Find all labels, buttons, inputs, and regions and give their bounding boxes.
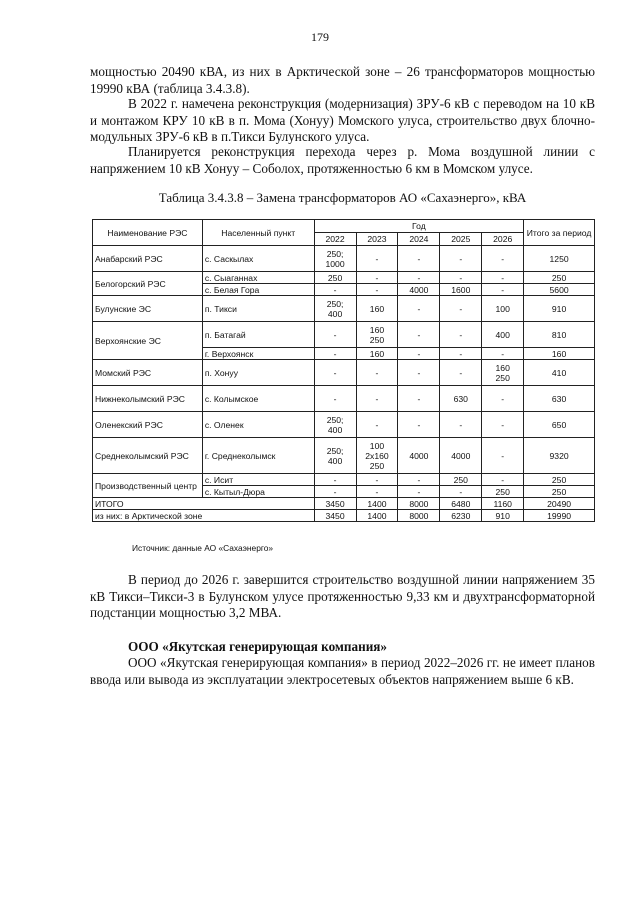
header-year: 2026 [482,233,524,246]
year-value-cell: 4000 [398,284,440,296]
year-value-cell: 250; 400 [314,412,356,438]
summary-value-cell: 20490 [524,498,595,510]
year-value-cell: 250 [440,474,482,486]
year-value-cell: 100 2х160 250 [356,438,398,474]
year-value-cell: 250; 400 [314,296,356,322]
year-value-cell: - [356,284,398,296]
res-name-cell: Анабарский РЭС [93,246,203,272]
header-settlement: Населенный пункт [202,220,314,246]
year-value-cell: 4000 [440,438,482,474]
year-value-cell: - [356,246,398,272]
total-cell: 250 [524,486,595,498]
table-row [93,322,595,348]
paragraph-after-table: В период до 2026 г. завершится строительство воздушной линии напряжением 35 кВ Тикси–Тикси-3 в Булунском улусе протяженностью 9,33 км и двухтрансформаторной подстанции мощностью 3,2 МВА. [90,572,595,620]
table-source: Источник: данные АО «Сахаэнерго» [132,543,274,553]
summary-value-cell: 3450 [314,498,356,510]
year-value-cell: - [356,360,398,386]
total-cell: 810 [524,322,595,348]
year-value-cell: - [482,348,524,360]
year-value-cell: - [314,322,356,348]
summary-row [93,510,595,522]
settlement-cell: с. Сыаганнах [202,272,314,284]
total-cell: 910 [524,296,595,322]
settlement-cell: с. Саскылах [202,246,314,272]
table-row [93,412,595,438]
year-value-cell: - [482,412,524,438]
total-cell: 250 [524,272,595,284]
summary-row [93,498,595,510]
year-value-cell: - [398,246,440,272]
res-name-cell: Белогорский РЭС [93,272,203,296]
year-value-cell: 250; 1000 [314,246,356,272]
year-value-cell: 250 [314,272,356,284]
res-name-cell: Производственный центр [93,474,203,498]
total-cell: 1250 [524,246,595,272]
year-value-cell: - [398,360,440,386]
year-value-cell: - [482,246,524,272]
res-name-cell: Оленекский РЭС [93,412,203,438]
year-value-cell: - [314,284,356,296]
res-name-cell: Верхоянские ЭС [93,322,203,360]
settlement-cell: с. Колымское [202,386,314,412]
total-cell: 650 [524,412,595,438]
year-value-cell: - [440,360,482,386]
table-row [93,474,595,486]
header-total-period: Итого за период [524,220,595,246]
year-value-cell: - [314,360,356,386]
summary-value-cell: 8000 [398,510,440,522]
table-row [93,386,595,412]
year-value-cell: - [356,272,398,284]
res-name-cell: Момский РЭС [93,360,203,386]
year-value-cell: - [356,412,398,438]
year-value-cell: - [356,486,398,498]
year-value-cell: - [398,348,440,360]
paragraph-1: мощностью 20490 кВА, из них в Арктической зоне – 26 трансформаторов мощностью 19990 кВА (таблица 3.4.3.8). [90,64,595,96]
year-value-cell: - [440,246,482,272]
year-value-cell: - [356,474,398,486]
settlement-cell: г. Среднеколымск [202,438,314,474]
table-row [93,246,595,272]
summary-label-cell: из них: в Арктической зоне [93,510,315,522]
summary-value-cell: 1400 [356,510,398,522]
settlement-cell: п. Батагай [202,322,314,348]
year-value-cell: - [440,486,482,498]
paragraph-2: В 2022 г. намечена реконструкция (модернизация) ЗРУ-6 кВ с переводом на 10 кВ и монтажом КРУ 10 кВ в п. Мома (Хонуу) Момского улуса, строительство двух блочно-модульных ЗРУ-6 кВ в п.Тикси Булунского улуса. [90,96,595,144]
year-value-cell: 160 [356,296,398,322]
summary-value-cell: 6230 [440,510,482,522]
year-value-cell: - [398,486,440,498]
settlement-cell: г. Верхоянск [202,348,314,360]
year-value-cell: 250 [482,486,524,498]
year-value-cell: - [356,386,398,412]
total-cell: 410 [524,360,595,386]
settlement-cell: с. Кытыл-Дюра [202,486,314,498]
summary-label-cell: ИТОГО [93,498,315,510]
total-cell: 5600 [524,284,595,296]
summary-value-cell: 1160 [482,498,524,510]
header-year: 2022 [314,233,356,246]
year-value-cell: 1600 [440,284,482,296]
year-value-cell: - [440,348,482,360]
total-cell: 160 [524,348,595,360]
settlement-cell: с. Белая Гора [202,284,314,296]
year-value-cell: 630 [440,386,482,412]
table-row [93,360,595,386]
year-value-cell: 100 [482,296,524,322]
year-value-cell: 160 250 [356,322,398,348]
res-name-cell: Нижнеколымский РЭС [93,386,203,412]
year-value-cell: 160 250 [482,360,524,386]
year-value-cell: - [440,412,482,438]
section-heading: ООО «Якутская генерирующая компания» [128,639,388,654]
year-value-cell: - [482,438,524,474]
section-paragraph: ООО «Якутская генерирующая компания» в период 2022–2026 гг. не имеет планов ввода или вывода из эксплуатации электросетевых объектов напряжением выше 6 кВ. [90,655,595,687]
year-value-cell: - [398,386,440,412]
paragraph-3: Планируется реконструкция перехода через р. Мома воздушной линии с напряжением 10 кВ Хонуу – Соболох, протяженностью 6 км в Момском улусе. [90,144,595,176]
summary-value-cell: 8000 [398,498,440,510]
header-year: 2025 [440,233,482,246]
year-value-cell: - [314,486,356,498]
summary-value-cell: 6480 [440,498,482,510]
total-cell: 9320 [524,438,595,474]
summary-value-cell: 3450 [314,510,356,522]
page-number: 179 [311,30,329,44]
total-cell: 250 [524,474,595,486]
year-value-cell: 250; 400 [314,438,356,474]
total-cell: 630 [524,386,595,412]
settlement-cell: с. Исит [202,474,314,486]
year-value-cell: - [398,272,440,284]
year-value-cell: - [440,296,482,322]
table-row [93,296,595,322]
year-value-cell: - [482,284,524,296]
year-value-cell: - [482,474,524,486]
transformer-replacement-table [92,219,595,522]
summary-value-cell: 910 [482,510,524,522]
header-year-group: Год [314,220,524,233]
year-value-cell: - [398,322,440,348]
table-row [93,438,595,474]
header-year: 2024 [398,233,440,246]
year-value-cell: - [398,412,440,438]
year-value-cell: 400 [482,322,524,348]
settlement-cell: с. Оленек [202,412,314,438]
year-value-cell: - [314,474,356,486]
res-name-cell: Среднеколымский РЭС [93,438,203,474]
year-value-cell: - [482,386,524,412]
year-value-cell: - [314,386,356,412]
year-value-cell: - [314,348,356,360]
summary-value-cell: 1400 [356,498,398,510]
table-caption: Таблица 3.4.3.8 – Замена трансформаторов АО «Сахаэнерго», кВА [158,190,527,205]
settlement-cell: п. Хонуу [202,360,314,386]
year-value-cell: - [398,474,440,486]
header-year: 2023 [356,233,398,246]
year-value-cell: - [482,272,524,284]
year-value-cell: - [440,322,482,348]
year-value-cell: - [398,296,440,322]
table-row [93,272,595,284]
year-value-cell: - [440,272,482,284]
settlement-cell: п. Тикси [202,296,314,322]
header-res: Наименование РЭС [93,220,203,246]
summary-value-cell: 19990 [524,510,595,522]
year-value-cell: 4000 [398,438,440,474]
res-name-cell: Булунские ЭС [93,296,203,322]
year-value-cell: 160 [356,348,398,360]
